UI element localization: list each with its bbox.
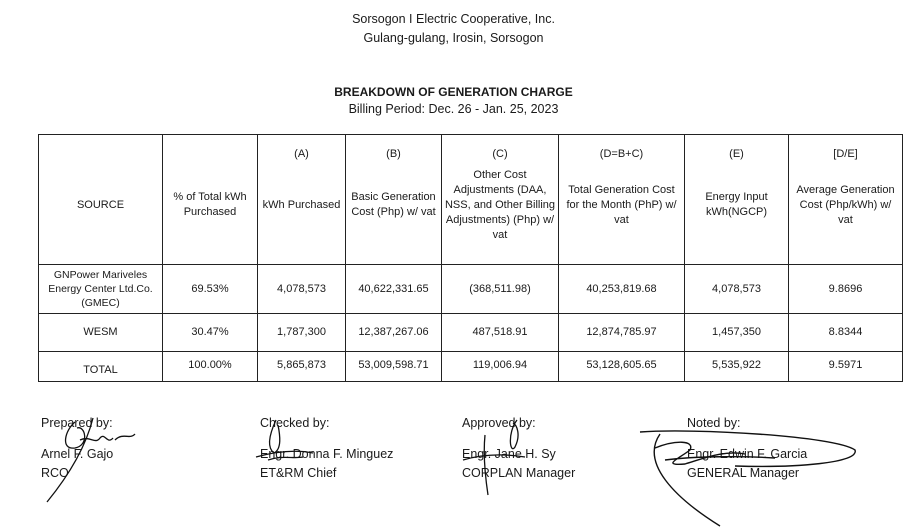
column-header-percent (163, 135, 258, 265)
signatory-name: Engr. Edwin F. Garcia (687, 447, 808, 461)
cell-total-basic-cost: 53,009,598.71 (346, 352, 442, 382)
cell-basic-cost: 40,622,331.65 (346, 265, 442, 314)
cell-total-average-cost: 9.5971 (789, 352, 903, 382)
column-header-total-cost (559, 135, 685, 265)
column-code: (D=B+C) (599, 148, 644, 160)
cell-source: WESM (39, 314, 163, 352)
organization-address: Gulang-gulang, Irosin, Sorsogon (363, 31, 544, 45)
signatory-role: Approved by: (462, 416, 536, 430)
table-row (39, 314, 903, 352)
signatory-prepared-by (41, 414, 113, 483)
column-code (165, 147, 255, 162)
signatory-role: Prepared by: (41, 416, 113, 430)
signatory-role: Noted by: (687, 416, 741, 430)
cell-kwh-purchased: 1,787,300 (258, 314, 346, 352)
signatory-name: Engr. Jane H. Sy (462, 447, 556, 461)
signatory-noted-by (687, 414, 807, 483)
cell-energy-input: 4,078,573 (685, 265, 789, 314)
cell-average-cost: 8.8344 (789, 314, 903, 352)
signatory-checked-by (260, 414, 393, 483)
cell-basic-cost: 12,387,267.06 (346, 314, 442, 352)
cell-total-kwh-purchased: 5,865,873 (258, 352, 346, 382)
cell-total-total-cost: 53,128,605.65 (559, 352, 685, 382)
organization-name: Sorsogon I Electric Cooperative, Inc. (352, 12, 555, 26)
generation-charge-table (38, 134, 903, 382)
column-header-other-adjustments (442, 135, 559, 265)
document-title: BREAKDOWN OF GENERATION CHARGE (334, 85, 573, 99)
column-header-source (39, 135, 163, 265)
column-label: Total Generation Cost for the Month (PhP) w/ vat (566, 183, 677, 226)
cell-kwh-purchased: 4,078,573 (258, 265, 346, 314)
cell-total-cost: 40,253,819.68 (559, 265, 685, 314)
table-row (39, 265, 903, 314)
signatory-position: GENERAL Manager (687, 466, 800, 480)
cell-total-percent: 100.00% (163, 352, 258, 382)
signatory-position: ET&RM Chief (260, 466, 337, 480)
signatory-name: Engr. Donna F. Minguez (260, 447, 394, 461)
signatory-approved-by (462, 414, 575, 483)
column-label: Other Cost Adjustments (DAA, NSS, and Other Billing Adjustments) (Php) w/ vat (444, 168, 556, 241)
table-header-row (39, 135, 903, 265)
signatory-position: CORPLAN Manager (462, 466, 576, 480)
cell-percent: 69.53% (163, 265, 258, 314)
column-header-energy-input (685, 135, 789, 265)
column-header-kwh-purchased (258, 135, 346, 265)
signatory-role: Checked by: (260, 416, 330, 430)
column-label: Basic Generation Cost (Php) w/ vat (351, 191, 436, 218)
cell-total-other-adjustments: 119,006.94 (442, 352, 559, 382)
column-header-average-cost (789, 135, 903, 265)
signatory-name: Arnel F. Gajo (41, 447, 114, 461)
column-label: SOURCE (76, 198, 125, 211)
column-header-basic-cost (346, 135, 442, 265)
column-code: (C) (492, 148, 508, 160)
cell-source: GNPower Mariveles Energy Center Ltd.Co. (GMEC) (39, 265, 163, 314)
signatory-position: RCO (41, 466, 69, 480)
column-label: % of Total kWh Purchased (173, 191, 247, 218)
column-code: (A) (294, 148, 309, 160)
column-code: (B) (386, 148, 401, 160)
cell-average-cost: 9.8696 (789, 265, 903, 314)
cell-total-cost: 12,874,785.97 (559, 314, 685, 352)
column-code (41, 147, 160, 162)
cell-percent: 30.47% (163, 314, 258, 352)
column-label: Average Generation Cost (Php/kWh) w/ vat (796, 183, 895, 226)
cell-energy-input: 1,457,350 (685, 314, 789, 352)
column-label: Energy Input kWh(NGCP) (705, 191, 768, 218)
cell-other-adjustments: 487,518.91 (442, 314, 559, 352)
cell-other-adjustments: (368,511.98) (442, 265, 559, 314)
cell-total-label: TOTAL (39, 352, 163, 382)
column-code: [D/E] (833, 148, 858, 160)
column-label: kWh Purchased (262, 198, 341, 211)
billing-period: Billing Period: Dec. 26 - Jan. 25, 2023 (348, 102, 559, 116)
table-total-row (39, 352, 903, 382)
cell-total-energy-input: 5,535,922 (685, 352, 789, 382)
column-code: (E) (729, 148, 744, 160)
